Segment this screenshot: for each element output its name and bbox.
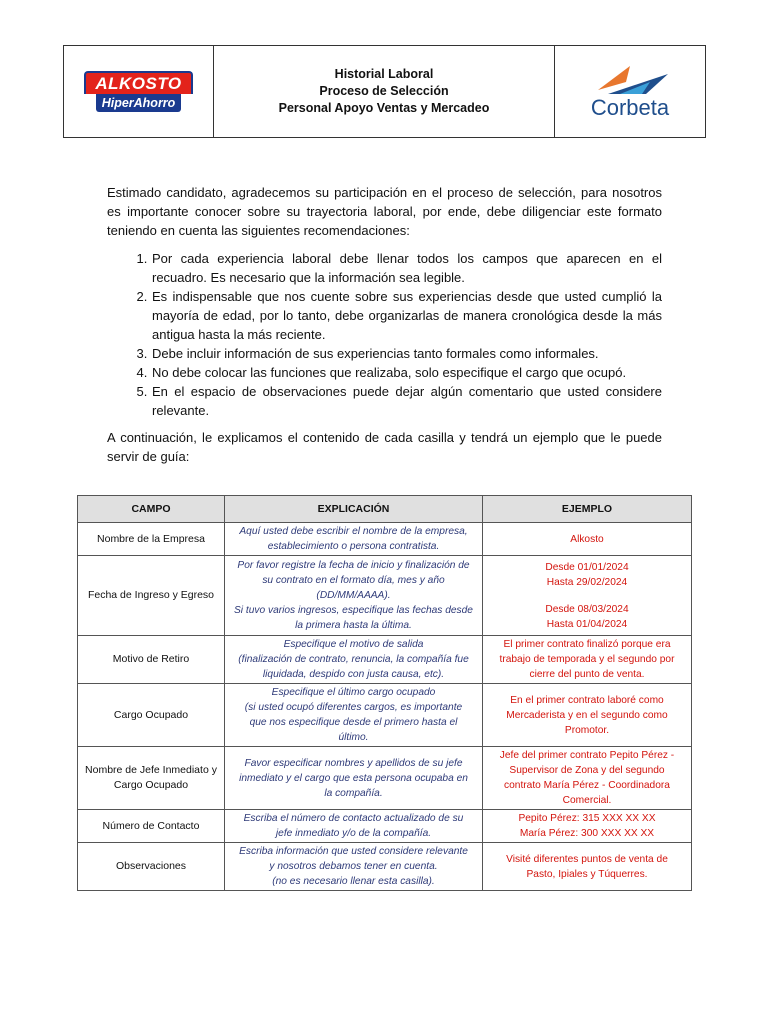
alkosto-logo — [84, 71, 192, 112]
explicacion-cell — [225, 684, 483, 747]
recommendations-list — [107, 249, 662, 420]
ejemplo-cell — [483, 810, 692, 843]
document-title-line-1: Historial Laboral — [334, 67, 434, 81]
explicacion-line: liquidada, despido con justa causa, etc). — [262, 669, 445, 680]
explicacion-cell — [225, 556, 483, 636]
explicacion-line: y nosotros debamos tener en cuenta. — [269, 861, 438, 872]
ejemplo-line: Mercaderista y en el segundo como — [506, 709, 668, 721]
explicacion-line: Escriba información que usted considere relevante — [239, 846, 468, 857]
document-title-cell — [214, 46, 555, 137]
ejemplo-gap — [486, 590, 688, 602]
header-explicacion: EXPLICACIÓN — [225, 496, 483, 523]
ejemplo-line: El primer contrato finalizó porque era — [503, 639, 671, 650]
table-row — [78, 556, 692, 636]
ejemplo-line: Comercial. — [562, 795, 612, 806]
guide-table — [77, 495, 692, 891]
recommendation-item: 5. En el espacio de observaciones puede dejar algún comentario que usted considere relevante. — [151, 382, 662, 420]
campo-cell: Observaciones — [78, 843, 225, 891]
explicacion-line: Escriba el número de contacto actualizado de su — [243, 813, 464, 824]
explicacion-cell — [225, 747, 483, 810]
ejemplo-line: Supervisor de Zona y del segundo — [509, 765, 665, 776]
table-row — [78, 523, 692, 556]
explicacion-line: Aquí usted debe escribir el nombre de la empresa, — [239, 526, 468, 537]
ejemplo-line: contrato María Pérez - Coordinadora — [504, 780, 670, 791]
ejemplo-line: En el primer contrato laboré como — [510, 694, 664, 706]
explicacion-line: la compañía. — [324, 787, 383, 799]
table-row — [78, 747, 692, 810]
ejemplo-line: Alkosto — [570, 533, 604, 545]
recommendation-item: 2. Es indispensable que nos cuente sobre sus experiencias desde que usted cumplió la mayoría de edad, por lo tanto, debe organizarlas de manera cronológica desde la más antigua hasta la más reciente. — [151, 287, 662, 344]
ejemplo-line: trabajo de temporada y el segundo por — [499, 654, 675, 665]
explicacion-line: (no es necesario llenar esta casilla). — [272, 876, 435, 887]
campo-cell: Fecha de Ingreso y Egreso — [78, 556, 225, 636]
table-header-row — [78, 496, 692, 523]
ejemplo-line: Jefe del primer contrato Pepito Pérez - — [499, 750, 675, 761]
corbeta-logo — [590, 64, 670, 120]
explicacion-cell — [225, 843, 483, 891]
explicacion-line: su contrato en el formato día, mes y año — [262, 575, 445, 586]
recommendation-item: 4. No debe colocar las funciones que realizaba, solo especifique el cargo que ocupó. — [151, 363, 662, 382]
recommendation-item: 3. Debe incluir información de sus experiencias tanto formales como informales. — [151, 344, 662, 363]
ejemplo-line: Promotor. — [564, 724, 610, 736]
alkosto-logo-top: ALKOSTO — [84, 71, 192, 94]
ejemplo-line: Desde 08/03/2024 — [545, 603, 629, 615]
explicacion-cell — [225, 810, 483, 843]
document-header — [63, 45, 706, 138]
explicacion-line: que nos especifique desde el primero hasta el — [249, 717, 458, 728]
explicacion-line: la primera hasta la última. — [295, 620, 412, 631]
ejemplo-line: Desde 01/01/2024 — [545, 561, 629, 573]
ejemplo-line: María Pérez: 300 XXX XX XX — [519, 828, 655, 839]
document-title-line-3: Personal Apoyo Ventas y Mercadeo — [278, 101, 490, 115]
explicacion-line: Especifique el motivo de salida — [283, 639, 424, 650]
explicacion-line: (si usted ocupó diferentes cargos, es importante — [244, 702, 463, 713]
corbeta-logo-text: Corbeta — [590, 94, 670, 120]
ejemplo-line: Visité diferentes puntos de venta de — [506, 853, 668, 865]
explicacion-cell — [225, 523, 483, 556]
ejemplo-line: Pepito Pérez: 315 XXX XX XX — [518, 813, 656, 824]
table-row — [78, 810, 692, 843]
table-row — [78, 843, 692, 891]
header-campo: CAMPO — [78, 496, 225, 523]
explicacion-line: último. — [338, 732, 369, 743]
continuation-paragraph: A continuación, le explicamos el contenido de cada casilla y tendrá un ejemplo que le puede servir de guía: — [107, 430, 662, 464]
document-title-line-2: Proceso de Selección — [319, 84, 449, 98]
ejemplo-cell — [483, 523, 692, 556]
explicacion-line: (finalización de contrato, renuncia, la compañía fue — [238, 654, 469, 665]
intro-paragraph: Estimado candidato, agradecemos su participación en el proceso de selección, para nosotros es importante conocer sobre su trayectoria laboral, por ende, debe diligenciar este formato teniendo en cuenta las siguientes recomendaciones: — [107, 185, 662, 238]
explicacion-line: jefe inmediato y/o de la compañía. — [275, 828, 432, 839]
table-row — [78, 636, 692, 684]
header-ejemplo: EJEMPLO — [483, 496, 692, 523]
explicacion-cell — [225, 636, 483, 684]
explicacion-line: Por favor registre la fecha de inicio y finalización de — [237, 560, 470, 571]
corbeta-logo-cell — [555, 46, 705, 137]
corbeta-sail-icon — [590, 64, 670, 98]
ejemplo-cell — [483, 747, 692, 810]
campo-cell: Motivo de Retiro — [78, 636, 225, 684]
explicacion-line: Favor especificar nombres y apellidos de su jefe — [244, 757, 463, 769]
ejemplo-cell — [483, 636, 692, 684]
ejemplo-line: cierre del punto de venta. — [529, 669, 645, 680]
ejemplo-cell — [483, 556, 692, 636]
ejemplo-line: Hasta 29/02/2024 — [546, 576, 628, 588]
explicacion-line: (DD/MM/AAAA). — [316, 590, 391, 601]
explicacion-line: Si tuvo varios ingresos, especifique las fechas desde — [234, 605, 473, 616]
campo-cell: Número de Contacto — [78, 810, 225, 843]
explicacion-line: Especifique el último cargo ocupado — [271, 687, 436, 698]
recommendation-item: 1. Por cada experiencia laboral debe llenar todos los campos que aparecen en el recuadro. Es necesario que la información sea legible. — [151, 249, 662, 287]
campo-cell: Nombre de Jefe Inmediato y Cargo Ocupado — [78, 747, 225, 810]
campo-cell: Cargo Ocupado — [78, 684, 225, 747]
alkosto-logo-bottom: HiperAhorro — [96, 94, 182, 112]
ejemplo-line: Hasta 01/04/2024 — [546, 618, 628, 630]
alkosto-logo-cell — [64, 46, 214, 137]
ejemplo-cell — [483, 684, 692, 747]
explicacion-line: establecimiento o persona contratista. — [267, 541, 440, 552]
ejemplo-line: Pasto, Ipiales y Túquerres. — [526, 868, 648, 880]
explicacion-line: inmediato y el cargo que esta persona ocupaba en — [239, 772, 468, 784]
ejemplo-cell — [483, 843, 692, 891]
table-row — [78, 684, 692, 747]
campo-cell: Nombre de la Empresa — [78, 523, 225, 556]
